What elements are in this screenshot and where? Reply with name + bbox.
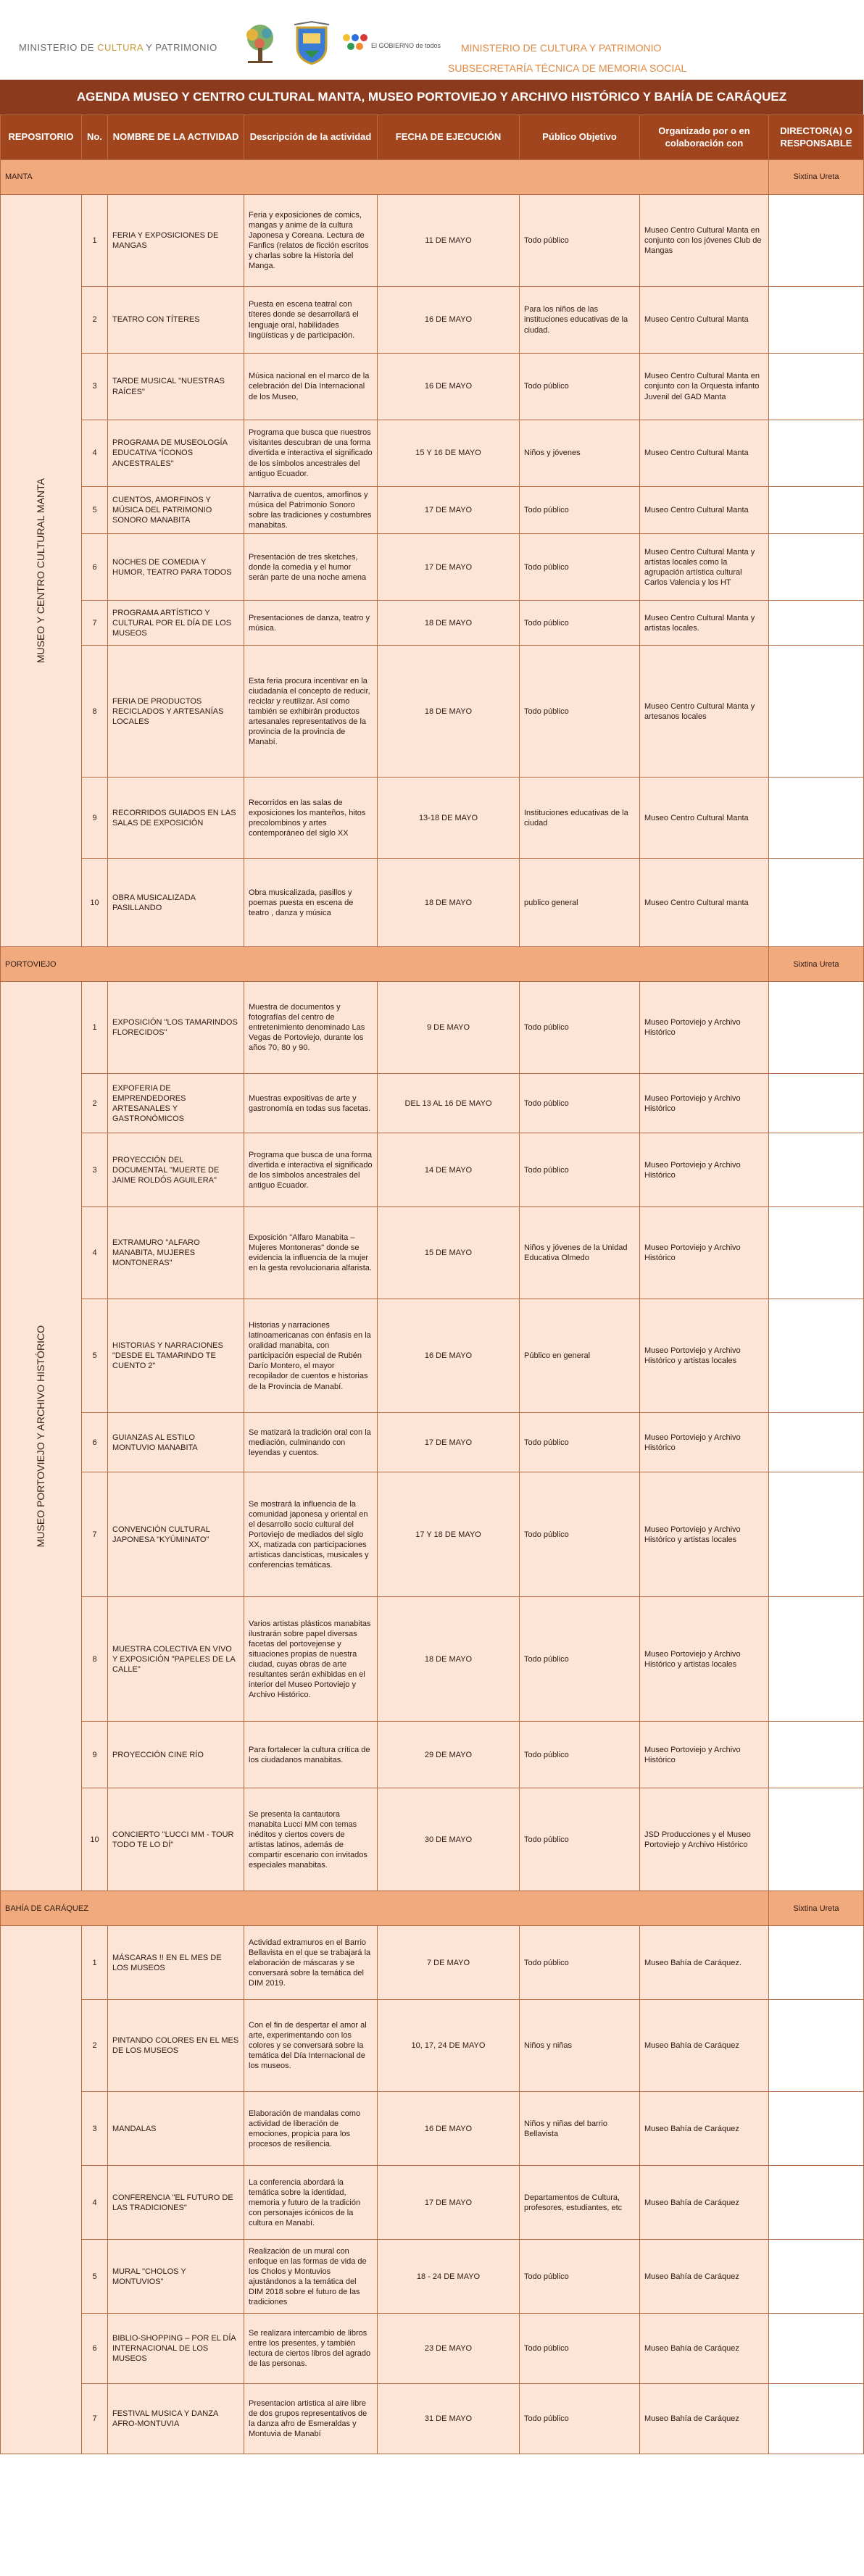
table-row (1, 534, 864, 601)
table-header-row (1, 115, 864, 160)
cell-responsable (769, 1472, 864, 1597)
section-responsable: Sixtina Ureta (769, 160, 864, 195)
cell-nombre: CONCIERTO "LUCCI MM - TOUR TODO TE LO DÍ" (108, 1788, 244, 1891)
cell-fecha: 15 Y 16 DE MAYO (378, 420, 520, 487)
cell-fecha: 31 DE MAYO (378, 2384, 520, 2454)
cell-responsable (769, 2240, 864, 2314)
cell-publico: Niños y jóvenes de la Unidad Educativa Olmedo (520, 1207, 640, 1299)
cell-no: 1 (82, 1926, 108, 2000)
table-row (1, 1133, 864, 1207)
cell-no: 4 (82, 2166, 108, 2240)
cell-fecha: 16 DE MAYO (378, 287, 520, 354)
col-header-nombre: NOMBRE DE LA ACTIVIDAD (108, 115, 244, 160)
cell-no: 7 (82, 2384, 108, 2454)
cell-publico: Todo público (520, 1074, 640, 1133)
cell-nombre: EXPOFERIA DE EMPRENDEDORES ARTESANALES Y GASTRONÓMICOS (108, 1074, 244, 1133)
repositorio-label: MUSEO PORTOVIEJO Y ARCHIVO HISTÓRICO (34, 1325, 46, 1548)
cell-publico: Todo público (520, 2314, 640, 2384)
cell-responsable (769, 534, 864, 601)
cell-responsable (769, 1074, 864, 1133)
cell-fecha: 15 DE MAYO (378, 1207, 520, 1299)
cell-nombre: CONVENCIÓN CULTURAL JAPONESA "KYŪMINATO" (108, 1472, 244, 1597)
cell-organizado: Museo Centro Cultural Manta y artesanos locales (640, 646, 769, 778)
cell-publico: Niños y niñas del barrio Bellavista (520, 2092, 640, 2166)
cell-descripcion: Muestra de documentos y fotografías del centro de entretenimiento denominado Las Vegas de Portoviejo, durante los años 70, 80 y 90. (244, 982, 378, 1074)
cell-publico: Todo público (520, 2240, 640, 2314)
cell-publico: Todo público (520, 534, 640, 601)
section-name: BAHÍA DE CARÁQUEZ (1, 1891, 769, 1926)
cell-nombre: NOCHES DE COMEDIA Y HUMOR, TEATRO PARA TODOS (108, 534, 244, 601)
ministry-suffix: Y PATRIMONIO (143, 42, 217, 53)
cell-nombre: HISTORIAS Y NARRACIONES "DESDE EL TAMARINDO TE CUENTO 2" (108, 1299, 244, 1413)
cell-descripcion: Se matizará la tradición oral con la mediación, culminando con leyendas y cuentos. (244, 1413, 378, 1472)
cell-organizado: Museo Centro Cultural Manta (640, 420, 769, 487)
cell-nombre: MÁSCARAS !! EN EL MES DE LOS MUSEOS (108, 1926, 244, 2000)
table-row (1, 195, 864, 287)
cell-organizado: Museo Centro Cultural Manta y artistas locales como la agrupación artística cultural Carlos Valencia y los HT (640, 534, 769, 601)
repositorio-label: MUSEO Y CENTRO CULTURAL MANTA (34, 478, 46, 664)
cell-organizado: Museo Bahía de Caráquez. (640, 1926, 769, 2000)
cell-fecha: 17 Y 18 DE MAYO (378, 1472, 520, 1597)
cell-no: 10 (82, 859, 108, 947)
cell-descripcion: Muestras expositivas de arte y gastronomía en todas sus facetas. (244, 1074, 378, 1133)
cell-nombre: RECORRIDOS GUIADOS EN LAS SALAS DE EXPOSICIÓN (108, 778, 244, 859)
table-row (1, 2092, 864, 2166)
table-row (1, 2000, 864, 2092)
cell-responsable (769, 859, 864, 947)
cell-organizado: Museo Portoviejo y Archivo Histórico (640, 1413, 769, 1472)
page-header (0, 0, 863, 72)
cell-no: 2 (82, 1074, 108, 1133)
cell-organizado: Museo Centro Cultural Manta (640, 778, 769, 859)
cell-no: 5 (82, 1299, 108, 1413)
cell-no: 3 (82, 1133, 108, 1207)
cell-no: 5 (82, 2240, 108, 2314)
section-name: PORTOVIEJO (1, 947, 769, 982)
cell-fecha: 18 DE MAYO (378, 646, 520, 778)
cell-publico: Todo público (520, 2384, 640, 2454)
cell-publico: Todo público (520, 354, 640, 420)
tree-logo-icon (238, 22, 283, 67)
cell-nombre: CONFERENCIA "EL FUTURO DE LAS TRADICIONES" (108, 2166, 244, 2240)
cell-nombre: CUENTOS, AMORFINOS Y MÚSICA DEL PATRIMONIO SONORO MANABITA (108, 487, 244, 534)
cell-nombre: PINTANDO COLORES EN EL MES DE LOS MUSEOS (108, 2000, 244, 2092)
cell-responsable (769, 601, 864, 646)
cell-organizado: Museo Centro Cultural Manta (640, 287, 769, 354)
col-header-repositorio: REPOSITORIO (1, 115, 82, 160)
cell-publico: Para los niños de las instituciones educativas de la ciudad. (520, 287, 640, 354)
cell-descripcion: Se realizara intercambio de libros entre los presentes, y también lectura de ciertos libros del agrado de las personas. (244, 2314, 378, 2384)
cell-nombre: EXTRAMURO "ALFARO MANABITA, MUJERES MONTONERAS" (108, 1207, 244, 1299)
table-row (1, 1299, 864, 1413)
cell-organizado: Museo Portoviejo y Archivo Histórico y artistas locales (640, 1299, 769, 1413)
section-row (1, 1891, 864, 1926)
cell-responsable (769, 354, 864, 420)
table-row (1, 2166, 864, 2240)
table-row (1, 1788, 864, 1891)
col-header-no: No. (82, 115, 108, 160)
cell-descripcion: Se presenta la cantautora manabita Lucci MM con temas inéditos y ciertos covers de artistas latinos, además de compartir escenario con invitados especiales manabitas. (244, 1788, 378, 1891)
cell-responsable (769, 195, 864, 287)
cell-organizado: Museo Bahía de Caráquez (640, 2092, 769, 2166)
cell-responsable (769, 1788, 864, 1891)
cell-no: 7 (82, 1472, 108, 1597)
cell-nombre: FERIA DE PRODUCTOS RECICLADOS Y ARTESANÍAS LOCALES (108, 646, 244, 778)
cell-responsable (769, 646, 864, 778)
coat-of-arms-icon (290, 22, 333, 67)
section-responsable: Sixtina Ureta (769, 947, 864, 982)
cell-no: 6 (82, 1413, 108, 1472)
cell-publico: Todo público (520, 1133, 640, 1207)
cell-no: 2 (82, 287, 108, 354)
gov-logo-text: El GOBIERNO de todos (371, 42, 441, 49)
cell-organizado: Museo Portoviejo y Archivo Histórico y artistas locales (640, 1472, 769, 1597)
cell-organizado: Museo Bahía de Caráquez (640, 2384, 769, 2454)
table-row (1, 982, 864, 1074)
table-row (1, 2240, 864, 2314)
section-name: MANTA (1, 160, 769, 195)
cell-responsable (769, 487, 864, 534)
table-row (1, 487, 864, 534)
cell-no: 5 (82, 487, 108, 534)
cell-publico: Todo público (520, 1926, 640, 2000)
cell-publico: Niños y jóvenes (520, 420, 640, 487)
cell-responsable (769, 1133, 864, 1207)
cell-descripcion: Obra musicalizada, pasillos y poemas puesta en escena de teatro , danza y música (244, 859, 378, 947)
cell-no: 3 (82, 2092, 108, 2166)
cell-publico: Niños y niñas (520, 2000, 640, 2092)
cell-nombre: MUESTRA COLECTIVA EN VIVO Y EXPOSICIÓN "PAPELES DE LA CALLE" (108, 1597, 244, 1722)
cell-fecha: 10, 17, 24 DE MAYO (378, 2000, 520, 2092)
cell-nombre: EXPOSICIÓN "LOS TAMARINDOS FLORECIDOS" (108, 982, 244, 1074)
cell-descripcion: Feria y exposiciones de comics, mangas y anime de la cultura Japonesa y Coreana. Lectura de Fanfics (relatos de ficción escritos y charlas sobre la Historia del Manga. (244, 195, 378, 287)
cell-organizado: Museo Centro Cultural manta (640, 859, 769, 947)
cell-fecha: 23 DE MAYO (378, 2314, 520, 2384)
ministry-mid: CULTURA (97, 42, 144, 53)
cell-publico: Todo público (520, 487, 640, 534)
cell-nombre: PROYECCIÓN DEL DOCUMENTAL "MUERTE DE JAIME ROLDÓS AGUILERA" (108, 1133, 244, 1207)
cell-descripcion: Presentaciones de danza, teatro y música. (244, 601, 378, 646)
cell-no: 4 (82, 1207, 108, 1299)
cell-descripcion: Se mostrará la influencia de la comunidad japonesa y oriental en el desarrollo socio cultural del Portoviejo de mediados del siglo XX, matizada con participaciones artísticas dancísticas, musicales y conferencias temáticas. (244, 1472, 378, 1597)
cell-organizado: Museo Bahía de Caráquez (640, 2314, 769, 2384)
cell-responsable (769, 2166, 864, 2240)
cell-descripcion: Realización de un mural con enfoque en las formas de vida de los Cholos y Montuvios ajustándonos a la temática del DIM 2018 sobre el futuro de las tradiciones (244, 2240, 378, 2314)
cell-descripcion: Historias y narraciones latinoamericanas con énfasis en la oralidad manabita, con participación especial de Rubén Darío Montero, el mayor recopilador de cuentos e historias de la Provincia de Manabí. (244, 1299, 378, 1413)
cell-responsable (769, 420, 864, 487)
cell-publico: Todo público (520, 1472, 640, 1597)
cell-publico: Todo público (520, 646, 640, 778)
table-row (1, 859, 864, 947)
cell-fecha: 11 DE MAYO (378, 195, 520, 287)
cell-no: 10 (82, 1788, 108, 1891)
cell-publico: Todo público (520, 1597, 640, 1722)
cell-publico: Público en general (520, 1299, 640, 1413)
repositorio-cell (1, 195, 82, 947)
cell-fecha: 16 DE MAYO (378, 2092, 520, 2166)
cell-organizado: JSD Producciones y el Museo Portoviejo y Archivo Histórico (640, 1788, 769, 1891)
cell-organizado: Museo Bahía de Caráquez (640, 2166, 769, 2240)
cell-fecha: 17 DE MAYO (378, 534, 520, 601)
cell-fecha: 17 DE MAYO (378, 1413, 520, 1472)
cell-fecha: 16 DE MAYO (378, 1299, 520, 1413)
cell-responsable (769, 2000, 864, 2092)
section-row (1, 160, 864, 195)
cell-publico: Todo público (520, 1413, 640, 1472)
cell-fecha: 17 DE MAYO (378, 487, 520, 534)
cell-responsable (769, 1597, 864, 1722)
table-row (1, 1722, 864, 1788)
cell-responsable (769, 778, 864, 859)
cell-descripcion: La conferencia abordará la temática sobre la identidad, memoria y futuro de la tradición con personajes icónicos de la cultura en Manabí. (244, 2166, 378, 2240)
cell-fecha: 14 DE MAYO (378, 1133, 520, 1207)
cell-organizado: Museo Centro Cultural Manta y artistas locales. (640, 601, 769, 646)
cell-organizado: Museo Bahía de Caráquez (640, 2000, 769, 2092)
cell-nombre: PROGRAMA ARTÍSTICO Y CULTURAL POR EL DÍA DE LOS MUSEOS (108, 601, 244, 646)
cell-nombre: GUIANZAS AL ESTILO MONTUVIO MANABITA (108, 1413, 244, 1472)
cell-organizado: Museo Bahía de Caráquez (640, 2240, 769, 2314)
cell-responsable (769, 1413, 864, 1472)
table-row (1, 1074, 864, 1133)
cell-nombre: TARDE MUSICAL "NUESTRAS RAÍCES" (108, 354, 244, 420)
cell-descripcion: Varios artistas plásticos manabitas ilustrarán sobre papel diversas facetas del portovejense y situaciones propias de nuestra ciudad, cuyas obras de arte resultantes serán exhibidas en el interior del Museo Portoviejo y Archivo Histórico. (244, 1597, 378, 1722)
cell-responsable (769, 1722, 864, 1788)
cell-responsable (769, 1299, 864, 1413)
cell-nombre: FERIA Y EXPOSICIONES DE MANGAS (108, 195, 244, 287)
cell-no: 2 (82, 2000, 108, 2092)
cell-descripcion: Esta feria procura incentivar en la ciudadanía el concepto de reducir, reciclar y reutilizar. Así como también se exhibirán productos artesanales representativos de la provincia de la provincia de Manabí. (244, 646, 378, 778)
cell-fecha: 30 DE MAYO (378, 1788, 520, 1891)
cell-publico: Todo público (520, 1788, 640, 1891)
cell-responsable (769, 1207, 864, 1299)
cell-organizado: Museo Centro Cultural Manta en conjunto con la Orquesta infanto Juvenil del GAD Manta (640, 354, 769, 420)
cell-publico: publico general (520, 859, 640, 947)
cell-no: 8 (82, 1597, 108, 1722)
cell-descripcion: Programa que busca que nuestros visitantes descubran de una forma divertida e interactiva el significado de los símbolos ancestrales del antiguo Ecuador. (244, 420, 378, 487)
cell-no: 6 (82, 534, 108, 601)
cell-nombre: BIBLIO-SHOPPING – POR EL DÍA INTERNACIONAL DE LOS MUSEOS (108, 2314, 244, 2384)
cell-descripcion: Elaboración de mandalas como actividad de liberación de emociones, propicia para los procesos de resiliencia. (244, 2092, 378, 2166)
cell-publico: Todo público (520, 601, 640, 646)
ministry-title-right: MINISTERIO DE CULTURA Y PATRIMONIO (461, 42, 662, 54)
cell-descripcion: Narrativa de cuentos, amorfinos y música del Patrimonio Sonoro sobre las tradiciones y costumbres manabitas. (244, 487, 378, 534)
col-header-publico: Público Objetivo (520, 115, 640, 160)
cell-organizado: Museo Portoviejo y Archivo Histórico (640, 1722, 769, 1788)
cell-descripcion: Recorridos en las salas de exposiciones los manteños, hitos precolombinos y artes contemporáneo del siglo XX (244, 778, 378, 859)
table-row (1, 2384, 864, 2454)
cell-fecha: 18 DE MAYO (378, 601, 520, 646)
cell-fecha: 18 DE MAYO (378, 1597, 520, 1722)
table-row (1, 1926, 864, 2000)
cell-nombre: OBRA MUSICALIZADA PASILLANDO (108, 859, 244, 947)
cell-nombre: TEATRO CON TÍTERES (108, 287, 244, 354)
cell-fecha: 18 - 24 DE MAYO (378, 2240, 520, 2314)
agenda-table (0, 114, 864, 2454)
col-header-fecha: FECHA DE EJECUCIÓN (378, 115, 520, 160)
col-header-organizado: Organizado por o en colaboración con (640, 115, 769, 160)
cell-responsable (769, 2384, 864, 2454)
cell-nombre: MURAL "CHOLOS Y MONTUVIOS" (108, 2240, 244, 2314)
cell-publico: Todo público (520, 195, 640, 287)
cell-nombre: PROGRAMA DE MUSEOLOGÍA EDUCATIVA "ÍCONOS ANCESTRALES" (108, 420, 244, 487)
table-row (1, 287, 864, 354)
section-row (1, 947, 864, 982)
cell-nombre: MANDALAS (108, 2092, 244, 2166)
cell-fecha: DEL 13 AL 16 DE MAYO (378, 1074, 520, 1133)
cell-fecha: 16 DE MAYO (378, 354, 520, 420)
cell-organizado: Museo Portoviejo y Archivo Histórico (640, 1207, 769, 1299)
cell-fecha: 17 DE MAYO (378, 2166, 520, 2240)
table-row (1, 354, 864, 420)
cell-no: 8 (82, 646, 108, 778)
cell-responsable (769, 1926, 864, 2000)
ministry-brand-left (19, 42, 217, 53)
ministry-prefix: MINISTERIO DE (19, 42, 98, 53)
repositorio-cell (1, 1926, 82, 2454)
col-header-descripcion: Descripción de la actividad (244, 115, 378, 160)
table-row (1, 646, 864, 778)
table-row (1, 2314, 864, 2384)
col-header-responsable: DIRECTOR(A) O RESPONSABLE (769, 115, 864, 160)
cell-organizado: Museo Centro Cultural Manta (640, 487, 769, 534)
cell-no: 7 (82, 601, 108, 646)
cell-nombre: PROYECCIÓN CINE RÍO (108, 1722, 244, 1788)
cell-no: 3 (82, 354, 108, 420)
cell-responsable (769, 2314, 864, 2384)
cell-fecha: 13-18 DE MAYO (378, 778, 520, 859)
cell-descripcion: Actividad extramuros en el Barrio Bellavista en el que se trabajará la elaboración de máscaras y se conversará sobre la temática del DIM 2019. (244, 1926, 378, 2000)
table-row (1, 1207, 864, 1299)
cell-no: 1 (82, 982, 108, 1074)
cell-organizado: Museo Portoviejo y Archivo Histórico (640, 982, 769, 1074)
government-logo-icon (339, 26, 441, 67)
section-responsable: Sixtina Ureta (769, 1891, 864, 1926)
cell-responsable (769, 982, 864, 1074)
cell-publico: Todo público (520, 1722, 640, 1788)
cell-organizado: Museo Portoviejo y Archivo Histórico (640, 1133, 769, 1207)
table-row (1, 1413, 864, 1472)
cell-descripcion: Puesta en escena teatral con títeres donde se desarrollará el lenguaje oral, habilidades lingüísticas y de participación. (244, 287, 378, 354)
repositorio-cell (1, 982, 82, 1891)
cell-no: 9 (82, 778, 108, 859)
cell-descripcion: Programa que busca de una forma divertida e interactiva el significado de los símbolos ancestrales del antiguo Ecuador. (244, 1133, 378, 1207)
cell-organizado: Museo Centro Cultural Manta en conjunto con los jóvenes Club de Mangas (640, 195, 769, 287)
table-row (1, 1597, 864, 1722)
subsecretaria-title: SUBSECRETARÍA TÉCNICA DE MEMORIA SOCIAL (448, 62, 687, 74)
cell-descripcion: Presentación de tres sketches, donde la comedia y el humor serán parte de una noche amena (244, 534, 378, 601)
cell-no: 9 (82, 1722, 108, 1788)
cell-publico: Departamentos de Cultura, profesores, estudiantes, etc (520, 2166, 640, 2240)
cell-descripcion: Presentacion artistica al aire libre de dos grupos representativos de la danza afro de Esmeraldas y Montuvia de Manabí (244, 2384, 378, 2454)
cell-responsable (769, 2092, 864, 2166)
cell-fecha: 7 DE MAYO (378, 1926, 520, 2000)
cell-fecha: 29 DE MAYO (378, 1722, 520, 1788)
cell-no: 6 (82, 2314, 108, 2384)
cell-descripcion: Música nacional en el marco de la celebración del Día Internacional de los Museo, (244, 354, 378, 420)
cell-fecha: 18 DE MAYO (378, 859, 520, 947)
agenda-title: AGENDA MUSEO Y CENTRO CULTURAL MANTA, MUSEO PORTOVIEJO Y ARCHIVO HISTÓRICO Y BAHÍA DE CARÁQUEZ (0, 80, 863, 114)
cell-fecha: 9 DE MAYO (378, 982, 520, 1074)
cell-organizado: Museo Portoviejo y Archivo Histórico (640, 1074, 769, 1133)
cell-descripcion: Exposición "Alfaro Manabita – Mujeres Montoneras" donde se evidencia la influencia de la mujer en la gesta revolucionaria alfarista. (244, 1207, 378, 1299)
cell-publico: Todo público (520, 982, 640, 1074)
cell-organizado: Museo Portoviejo y Archivo Histórico y artistas locales (640, 1597, 769, 1722)
cell-nombre: FESTIVAL MUSICA Y DANZA AFRO-MONTUVIA (108, 2384, 244, 2454)
cell-descripcion: Con el fin de despertar el amor al arte, experimentando con los colores y se conversará sobre la temática del Día Internacional de los museos. (244, 2000, 378, 2092)
table-row (1, 420, 864, 487)
cell-responsable (769, 287, 864, 354)
cell-descripcion: Para fortalecer la cultura crítica de los ciudadanos manabitas. (244, 1722, 378, 1788)
cell-no: 4 (82, 420, 108, 487)
table-row (1, 778, 864, 859)
table-row (1, 601, 864, 646)
cell-publico: Instituciones educativas de la ciudad (520, 778, 640, 859)
table-row (1, 1472, 864, 1597)
cell-no: 1 (82, 195, 108, 287)
